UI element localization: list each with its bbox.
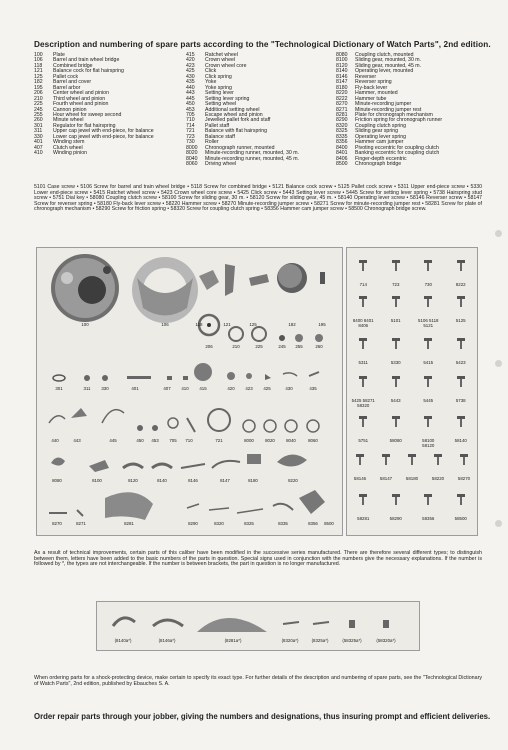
screw-illustration bbox=[392, 494, 400, 497]
screw-illustration bbox=[392, 376, 400, 379]
screw-illustration bbox=[457, 376, 465, 379]
part-photo-label: 206 bbox=[205, 344, 213, 349]
parts-photo-illustration bbox=[37, 248, 342, 535]
part-photo-label: 710 bbox=[185, 438, 193, 443]
screw-illustration bbox=[359, 260, 367, 263]
part-number: 245 bbox=[34, 106, 43, 113]
part-photo-label: 8281 bbox=[124, 521, 134, 526]
screw-label: 58270 bbox=[457, 476, 471, 481]
part-label: Balance cock for flat hairspring bbox=[53, 68, 124, 75]
parts-row5-illustration bbox=[51, 454, 307, 472]
part-photo-label: 8325 bbox=[244, 521, 254, 526]
part-label: Upper cap jewel with end-piece, for balance bbox=[53, 128, 154, 135]
modified-part-label: (58320a*) bbox=[376, 638, 396, 643]
part-photo-label: 8356 bbox=[308, 521, 318, 526]
screw-illustration bbox=[424, 376, 432, 379]
part-photo-label: 410 bbox=[181, 386, 189, 391]
modified-part-label: (8146a*) bbox=[158, 638, 176, 643]
parts-list-col1 bbox=[34, 53, 176, 157]
part-number: 8060 bbox=[186, 161, 198, 168]
part-label: Pivoting eccentric for coupling clutch bbox=[355, 144, 439, 151]
screw-illustration bbox=[359, 296, 367, 299]
part-number: 435 bbox=[186, 79, 195, 86]
part-label: Chronograph runner, mounted bbox=[205, 144, 275, 151]
part-label: Setting lever spring bbox=[205, 95, 250, 102]
part-photo-label: 100 bbox=[81, 322, 89, 327]
part-photo-label: 8080 bbox=[52, 478, 62, 483]
part-number: 8040 bbox=[186, 155, 198, 162]
part-label: Barrel arbor bbox=[53, 84, 81, 91]
part-number: 407 bbox=[34, 144, 43, 151]
parts-list-col2 bbox=[186, 53, 334, 168]
part-photo-label: 440 bbox=[51, 438, 59, 443]
part-number: 710 bbox=[186, 117, 195, 124]
part-number: 8000 bbox=[186, 144, 198, 151]
plate-illustration bbox=[51, 254, 119, 322]
screw-label: 58500 bbox=[454, 516, 467, 521]
screws-photo-panel bbox=[346, 247, 478, 536]
part-photo-label: 8335 bbox=[278, 521, 288, 526]
screw-illustration bbox=[408, 454, 416, 457]
screw-illustration bbox=[460, 454, 468, 457]
part-number: 100 bbox=[34, 52, 43, 58]
binder-hole bbox=[495, 360, 502, 367]
part-number: 8400 bbox=[336, 144, 348, 151]
part-label: Driving wheel bbox=[205, 161, 237, 168]
part-number: 453 bbox=[186, 106, 195, 113]
screw-label: 5738 bbox=[455, 398, 466, 403]
part-photo-label: 195 bbox=[318, 322, 326, 327]
part-label: Minute-recording runner, mounted, 30 m. bbox=[205, 150, 299, 157]
part-number: 440 bbox=[186, 84, 195, 91]
screw-label: 58180 bbox=[405, 476, 419, 481]
screw-label: 5445 bbox=[423, 398, 434, 403]
screw-label: 723 bbox=[392, 282, 400, 287]
part-photo-label: 445 bbox=[109, 438, 117, 443]
part-photo-label: 453 bbox=[151, 438, 159, 443]
part-photo-label: 330 bbox=[101, 386, 109, 391]
screw-illustration bbox=[457, 416, 465, 419]
part-number: 420 bbox=[186, 57, 195, 64]
part-photo-label: 435 bbox=[309, 386, 317, 391]
part-label: Lower cap jewel with end-piece, for balance bbox=[53, 133, 154, 140]
screw-illustration bbox=[359, 494, 367, 497]
part-photo-label: 8146 bbox=[188, 478, 198, 483]
part-label: Hammer tube bbox=[355, 95, 387, 102]
screw-illustration bbox=[382, 454, 390, 457]
screw-illustration bbox=[424, 296, 432, 299]
screw-label: 58220 bbox=[431, 476, 445, 481]
part-label: Additional setting wheel bbox=[205, 106, 260, 113]
screw-label: 5751 bbox=[358, 438, 369, 443]
screw-illustration bbox=[457, 296, 465, 299]
screw-label: 5415 bbox=[423, 360, 434, 365]
part-number: 8401 bbox=[336, 150, 348, 157]
part-photo-label: 8290 bbox=[188, 521, 198, 526]
part-label: Crown wheel bbox=[205, 57, 235, 64]
part-number: 445 bbox=[186, 95, 195, 102]
part-number: 430 bbox=[186, 73, 195, 80]
screw-label: 8222 bbox=[455, 282, 466, 287]
part-label: Fly-back lever bbox=[355, 84, 388, 91]
part-number: 8335 bbox=[336, 133, 348, 140]
part-photo-label: 121 bbox=[223, 322, 231, 327]
screw-illustration bbox=[424, 494, 432, 497]
modified-part-label: (58325a*) bbox=[342, 638, 362, 643]
part-number: 705 bbox=[186, 111, 195, 118]
part-photo-label: 210 bbox=[232, 344, 240, 349]
ordering-footnote: When ordering parts for a shock-protecting device, make certain to specify its exact type. For further details of the description and numbering of spare parts, see the "Technological Dictionary of Watch Parts", 2nd edition, published by Ebauches S. A. bbox=[34, 675, 482, 687]
screw-label: 5101 bbox=[390, 318, 401, 323]
part-photo-label: 245 bbox=[278, 344, 286, 349]
part-number: 401 bbox=[34, 139, 43, 146]
modified-part-label: (8281a*) bbox=[224, 638, 242, 643]
balance-cock-illustration bbox=[225, 264, 235, 296]
part-label: Escape wheel and pinion bbox=[205, 111, 263, 118]
screw-label: 5106 5118 5121 bbox=[418, 318, 439, 328]
part-number: 301 bbox=[34, 122, 43, 129]
screw-label: 714 bbox=[359, 282, 367, 287]
part-number: 8100 bbox=[336, 57, 348, 64]
part-number: 8146 bbox=[336, 73, 348, 80]
part-number: 8140 bbox=[336, 68, 348, 75]
part-entry bbox=[336, 162, 486, 167]
part-number: 311 bbox=[34, 128, 43, 135]
part-entry bbox=[34, 151, 176, 156]
part-number: 330 bbox=[34, 133, 43, 140]
part-number: 121 bbox=[34, 68, 43, 75]
part-label: Banking eccentric for coupling clutch bbox=[355, 150, 440, 157]
part-photo-label: 8120 bbox=[128, 478, 138, 483]
parts-photo-panel bbox=[36, 247, 343, 536]
part-label: Finger-depth eccentric bbox=[355, 155, 407, 162]
part-label: Minute wheel bbox=[53, 117, 84, 124]
binder-hole bbox=[495, 230, 502, 237]
screw-illustration bbox=[356, 454, 364, 457]
part-label: Coupling clutch spring bbox=[355, 122, 407, 129]
part-label: Minute-recording jumper bbox=[355, 101, 412, 108]
screw-label: 58147 bbox=[379, 476, 393, 481]
part-label: Winding stem bbox=[53, 139, 85, 146]
part-label: Click bbox=[205, 68, 217, 75]
screw-label: 58281 bbox=[357, 516, 370, 521]
part-label: Balance staff bbox=[205, 133, 235, 140]
screw-illustration bbox=[392, 338, 400, 341]
part-photo-label: 301 bbox=[55, 386, 63, 391]
part-photo-label: 423 bbox=[245, 386, 253, 391]
part-photo-label: 8271 bbox=[76, 521, 86, 526]
barrel-arbor-illustration bbox=[320, 272, 325, 284]
part-number: 210 bbox=[34, 95, 43, 102]
part-number: 8020 bbox=[186, 150, 198, 157]
screw-label: 5425 58271 58320 bbox=[351, 398, 375, 408]
part-entry bbox=[186, 162, 334, 167]
part-number: 8356 bbox=[336, 139, 348, 146]
part-number: 8080 bbox=[336, 52, 348, 58]
parts-row6-illustration bbox=[49, 490, 325, 520]
part-label: Barrel and cover bbox=[53, 79, 92, 86]
part-label: Crown wheel core bbox=[205, 62, 247, 69]
part-label: Minute-recording runner, mounted, 45 m. bbox=[205, 155, 299, 162]
pallet-cock-illustration bbox=[249, 274, 269, 286]
part-photo-label: 8320 bbox=[214, 521, 224, 526]
part-label: Operating lever, mounted bbox=[355, 68, 414, 75]
part-photo-label: 125 bbox=[249, 322, 257, 327]
part-label: Combined bridge bbox=[53, 62, 93, 69]
part-photo-label: 450 bbox=[136, 438, 144, 443]
part-number: 8271 bbox=[336, 106, 348, 113]
screw-illustration bbox=[424, 338, 432, 341]
part-photo-label: 8140 bbox=[157, 478, 167, 483]
part-number: 125 bbox=[34, 73, 43, 80]
screw-label: 58100 58120 bbox=[422, 438, 435, 448]
part-number: 8180 bbox=[336, 84, 348, 91]
part-photo-label: 705 bbox=[169, 438, 177, 443]
page-title: Description and numbering of spare parts according to the "Technological Dictionary of Watch Parts", 2nd edition. bbox=[34, 40, 491, 49]
part-number: 118 bbox=[34, 62, 43, 69]
part-photo-label: 260 bbox=[315, 344, 323, 349]
screw-label: 5311 bbox=[358, 360, 368, 365]
part-label: Clutch wheel bbox=[53, 144, 83, 151]
parts-list-col3 bbox=[336, 53, 486, 168]
modification-note: As a result of technical improvements, certain parts of this caliber have been modified in the successive series manufactured. There are therefore several different types; to distinguish between them, letters have been added to the basic numbers of the parts in question. Special signs used in conjunction with the numbers give the necessary explanations. If the number is followed by *, the types are not interchangeable. If the number is between brackets, the part in question is no longer manufactured. bbox=[34, 550, 482, 568]
screw-label: 5330 bbox=[390, 360, 401, 365]
part-label: Winding pinion bbox=[53, 150, 88, 157]
screw-illustration bbox=[457, 260, 465, 263]
part-label: Yoke spring bbox=[205, 84, 232, 91]
part-number: 8220 bbox=[336, 90, 348, 97]
part-number: 714 bbox=[186, 122, 195, 129]
part-number: 195 bbox=[34, 84, 43, 91]
part-label: Plate bbox=[53, 52, 65, 58]
part-label: Click spring bbox=[205, 73, 232, 80]
part-number: 8120 bbox=[336, 62, 348, 69]
modified-parts-panel bbox=[96, 601, 420, 651]
screw-illustration bbox=[424, 416, 432, 419]
part-label: Jewelled pallet fork and staff bbox=[205, 117, 271, 124]
order-instructions: Order repair parts through your jobber, giving the numbers and designations, thus insuring prompt and efficient deliveries. bbox=[34, 712, 491, 721]
screw-illustration bbox=[434, 454, 442, 457]
parts-row4-illustration bbox=[49, 408, 319, 432]
part-photo-label: 415 bbox=[199, 386, 207, 391]
screws-paragraph: 5101 Case screw • 5106 Screw for barrel and train wheel bridge • 5118 Screw for combined bridge • 5121 Balance cock screw • 5125 Pallet cock screw • 5311 Upper end-piece screw • 5330 Lower end-piece screw • 5415 Ratchet wheel screw • 5423 Crown wheel core screw • 5425 Click screw • 5443 Setting lever screw • 5445 Screw for setting lever spring • 5738 Hairspring stud screw • 5751 Dial key • 58080 Coupling clutch screw • 58100 Screw for sliding gear, 30 m. • 58120 Screw for sliding gear, 45 m. • 58140 Operating lever screw • 58146 Reverser screw • 58147 Screw for reverser spring • 58180 Fly-back lever screw • 58220 Hammer screw • 58270 Minute-recording jumper screw • 58271 Screw for minute-recording jumper rest • 58281 Screw for plate of chronograph mechanism • 58290 Screw for friction spring • 58320 Screw for coupling clutch spring • 58356 Hammer cam jumper screw • 58500 Chronograph bridge screw. bbox=[34, 184, 482, 212]
screw-illustration bbox=[392, 296, 400, 299]
part-label: Hammer cam jumper bbox=[355, 139, 404, 146]
part-number: 255 bbox=[34, 111, 43, 118]
part-label: Pallet staff bbox=[205, 122, 230, 129]
part-label: Setting wheel bbox=[205, 101, 237, 108]
part-photo-label: 8100 bbox=[92, 478, 102, 483]
part-photo-label: 430 bbox=[285, 386, 293, 391]
part-number: 730 bbox=[186, 139, 195, 146]
screw-label: 5125 bbox=[455, 318, 466, 323]
part-number: 8281 bbox=[336, 111, 348, 118]
modified-parts-illustration bbox=[97, 602, 419, 650]
part-number: 425 bbox=[186, 68, 195, 75]
part-photo-label: 8147 bbox=[220, 478, 230, 483]
part-label: Coupling clutch, mounted bbox=[355, 52, 414, 58]
part-photo-label: 225 bbox=[255, 344, 263, 349]
part-number: 8320 bbox=[336, 122, 348, 129]
part-label: Sliding gear, mounted, 45 m. bbox=[355, 62, 422, 69]
modified-part-label: (8320a*) bbox=[281, 638, 299, 643]
part-number: 8406 bbox=[336, 155, 348, 162]
combined-bridge-illustration bbox=[199, 270, 219, 290]
screw-illustration bbox=[392, 416, 400, 419]
part-number: 8290 bbox=[336, 117, 348, 124]
part-number: 206 bbox=[34, 90, 43, 97]
parts-row3-illustration bbox=[53, 363, 319, 381]
part-photo-label: 8020 bbox=[265, 438, 275, 443]
binder-hole bbox=[495, 520, 502, 527]
part-number: 8222 bbox=[336, 95, 348, 102]
screw-label: 58080 bbox=[389, 438, 402, 443]
part-photo-label: 401 bbox=[131, 386, 139, 391]
screw-illustration bbox=[359, 376, 367, 379]
part-number: 106 bbox=[34, 57, 43, 64]
part-label: Yoke bbox=[205, 79, 217, 86]
screw-illustration bbox=[457, 494, 465, 497]
part-photo-label: 8060 bbox=[308, 438, 318, 443]
part-label: Hour wheel for sweep second bbox=[53, 111, 122, 118]
part-number: 423 bbox=[186, 62, 195, 69]
part-label: Reverser bbox=[355, 73, 377, 80]
part-number: 8325 bbox=[336, 128, 348, 135]
screw-illustration bbox=[392, 260, 400, 263]
screw-illustration bbox=[457, 338, 465, 341]
screw-label: 8400 8401 8406 bbox=[352, 318, 374, 328]
part-label: Sliding gear, mounted, 30 m. bbox=[355, 57, 422, 64]
part-photo-label: 118 bbox=[195, 322, 203, 327]
part-photo-label: 420 bbox=[227, 386, 235, 391]
part-photo-label: 443 bbox=[73, 438, 81, 443]
part-number: 723 bbox=[186, 133, 195, 140]
part-label: Roller bbox=[205, 139, 219, 146]
part-number: 415 bbox=[186, 52, 195, 58]
part-photo-label: 182 bbox=[288, 322, 296, 327]
modified-part-label: (8325a*) bbox=[311, 638, 329, 643]
part-photo-label: 8180 bbox=[248, 478, 258, 483]
part-number: 721 bbox=[186, 128, 195, 135]
screw-label: 730 bbox=[424, 282, 432, 287]
screw-label: 58146 bbox=[353, 476, 367, 481]
part-label: Minute-recording jumper rest bbox=[355, 106, 422, 113]
part-label: Regulator for flat hairspring bbox=[53, 122, 116, 129]
part-number: 443 bbox=[186, 90, 195, 97]
screw-illustration bbox=[359, 416, 367, 419]
part-number: 450 bbox=[186, 101, 195, 108]
part-number: 410 bbox=[34, 150, 43, 157]
part-label: Fourth wheel and pinion bbox=[53, 101, 109, 108]
bridge-illustration bbox=[132, 257, 198, 323]
part-photo-label: 8220 bbox=[288, 478, 298, 483]
part-label: Sliding gear spring bbox=[355, 128, 398, 135]
part-number: 8147 bbox=[336, 79, 348, 86]
part-photo-label: 255 bbox=[295, 344, 303, 349]
screw-label: 58356 bbox=[422, 516, 435, 521]
part-photo-label: 106 bbox=[161, 322, 169, 327]
part-photo-label: 311 bbox=[83, 386, 91, 391]
part-number: 8500 bbox=[336, 161, 348, 168]
screw-label: 58140 bbox=[454, 438, 467, 443]
modified-part-label: (8140a*) bbox=[114, 638, 132, 643]
screw-label: 5423 bbox=[455, 360, 466, 365]
part-number: 8270 bbox=[336, 101, 348, 108]
part-label: Operating lever spring bbox=[355, 133, 407, 140]
part-number: 260 bbox=[34, 117, 43, 124]
screw-label: 58290 bbox=[389, 516, 402, 521]
part-photo-label: 8500 bbox=[324, 521, 334, 526]
part-label: Plate for chronograph mechanism bbox=[355, 111, 433, 118]
part-photo-label: 8040 bbox=[286, 438, 296, 443]
part-label: Hammer, mounted bbox=[355, 90, 398, 97]
part-label: Ratchet wheel bbox=[205, 52, 238, 58]
part-label: Chronograph bridge bbox=[355, 161, 402, 168]
part-label: Cannon pinion bbox=[53, 106, 87, 113]
gear-row-illustration bbox=[199, 315, 326, 342]
part-label: Center wheel and pinion bbox=[53, 90, 109, 97]
part-number: 182 bbox=[34, 79, 43, 86]
part-photo-label: 721 bbox=[215, 438, 223, 443]
part-number: 225 bbox=[34, 101, 43, 108]
screw-illustration bbox=[424, 260, 432, 263]
part-label: Barrel and train wheel bridge bbox=[53, 57, 120, 64]
part-photo-label: 425 bbox=[263, 386, 271, 391]
screw-illustration bbox=[359, 338, 367, 341]
part-label: Reverser spring bbox=[355, 79, 392, 86]
part-photo-label: 8270 bbox=[52, 521, 62, 526]
part-label: Pallet cock bbox=[53, 73, 79, 80]
part-label: Third wheel and pinion bbox=[53, 95, 106, 102]
part-label: Balance with flat hairspring bbox=[205, 128, 267, 135]
part-photo-label: 407 bbox=[163, 386, 171, 391]
part-label: Setting lever bbox=[205, 90, 234, 97]
part-photo-label: 8000 bbox=[244, 438, 254, 443]
part-label: Friction spring for chronograph runner bbox=[355, 117, 443, 124]
screw-label: 5443 bbox=[390, 398, 401, 403]
